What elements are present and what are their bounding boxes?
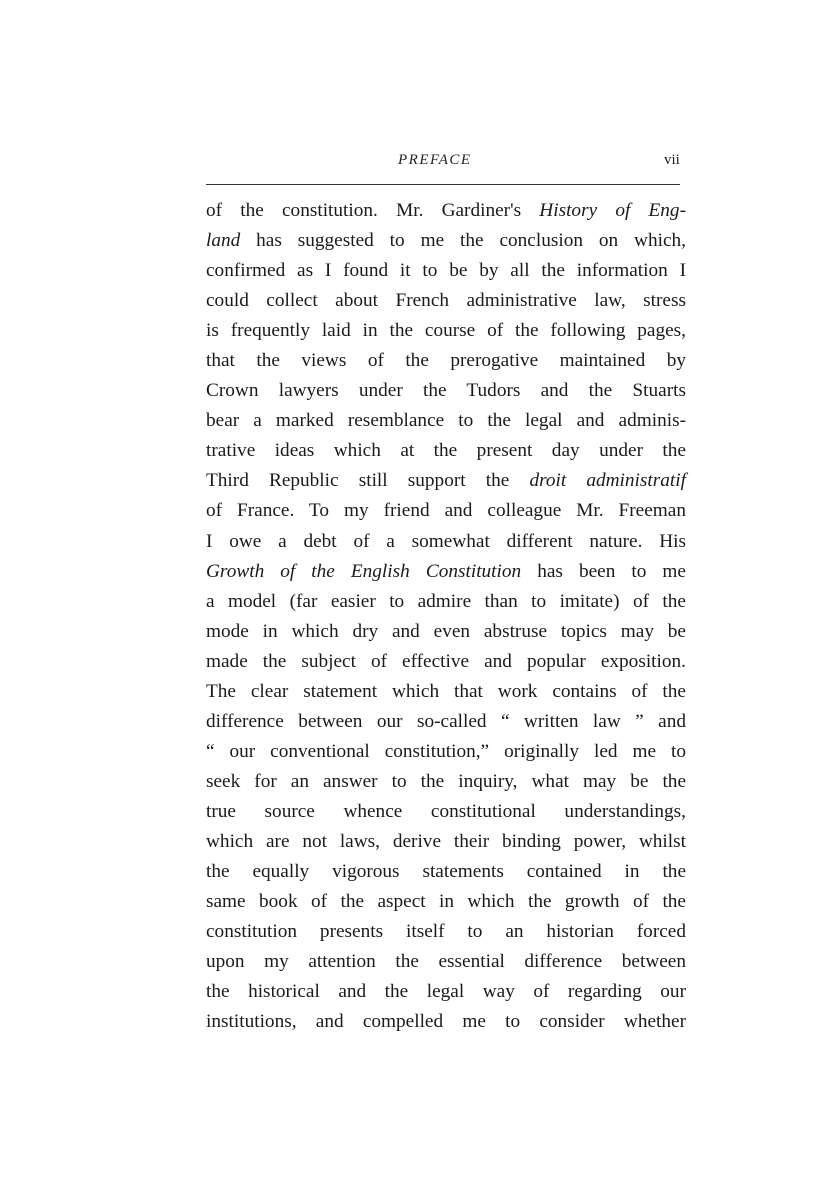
text-line [206, 977, 686, 1007]
text-line [206, 496, 686, 526]
text-segment: Crown lawyers under the Tudors and the Stuarts [206, 380, 686, 402]
text-line [206, 406, 686, 436]
text-line [206, 737, 686, 767]
text-line [206, 827, 686, 857]
text-line [206, 466, 686, 496]
text-line [206, 947, 686, 977]
text-segment: constitution presents itself to an historian forced [206, 921, 686, 943]
text-segment: has been to me [521, 560, 686, 582]
text-segment: the historical and the legal way of regarding our [206, 981, 686, 1003]
text-segment: could collect about French administrative law, stress [206, 290, 686, 312]
text-segment: of France. To my friend and colleague Mr. Freeman [206, 500, 686, 522]
text-line [206, 767, 686, 797]
text-line [206, 256, 686, 286]
running-head-title: PREFACE [398, 152, 472, 168]
text-line [206, 286, 686, 316]
text-line [206, 647, 686, 677]
italic-text: Growth of the English Constitution [206, 560, 522, 582]
text-segment: has suggested to me the conclusion on which, [240, 230, 686, 252]
text-segment: the equally vigorous statements contained in the [206, 861, 686, 883]
text-segment: bear a marked resemblance to the legal and adminis- [206, 410, 686, 432]
text-segment: difference between our so-called “ written law ” and [206, 710, 686, 732]
text-segment: upon my attention the essential difference between [206, 951, 686, 973]
text-line [206, 316, 686, 346]
text-line [206, 857, 686, 887]
text-segment: I owe a debt of a somewhat different nature. His [206, 530, 686, 552]
text-line [206, 1007, 686, 1037]
text-segment: that the views of the prerogative maintained by [206, 350, 686, 372]
page-number: vii [664, 152, 680, 168]
text-line [206, 557, 686, 587]
text-segment: “ our conventional constitution,” originally led me to [206, 740, 686, 762]
italic-text: land [206, 230, 241, 252]
italic-text: History of Eng- [539, 200, 686, 221]
text-line [206, 436, 686, 466]
text-line [206, 226, 686, 256]
text-line [206, 376, 686, 406]
text-segment: institutions, and compelled me to consider whether [206, 1011, 686, 1033]
text-line [206, 917, 686, 947]
text-segment: true source whence constitutional understandings, [206, 800, 686, 822]
text-line [206, 346, 686, 376]
text-segment: same book of the aspect in which the growth of the [206, 891, 686, 913]
header-rule [206, 184, 680, 185]
text-line [206, 677, 686, 707]
italic-text: droit administratif [529, 470, 686, 492]
text-line [206, 527, 686, 557]
text-segment: trative ideas which at the present day under the [206, 440, 686, 462]
body-text [206, 196, 686, 1037]
text-line [206, 617, 686, 647]
text-segment: confirmed as I found it to be by all the information I [206, 260, 686, 282]
text-segment: is frequently laid in the course of the following pages, [206, 320, 686, 342]
text-segment: a model (far easier to admire than to imitate) of the [206, 590, 686, 612]
text-line [206, 587, 686, 617]
text-segment: seek for an answer to the inquiry, what may be the [206, 770, 686, 792]
text-segment: Third Republic still support the [206, 470, 530, 492]
text-segment: mode in which dry and even abstruse topics may be [206, 620, 686, 642]
text-segment: of the constitution. Mr. Gardiner's [206, 200, 540, 221]
text-line [206, 707, 686, 737]
text-segment: The clear statement which that work contains of the [206, 680, 686, 702]
text-line [206, 797, 686, 827]
text-line [206, 196, 686, 226]
text-line [206, 887, 686, 917]
text-segment: which are not laws, derive their binding power, whilst [206, 830, 686, 852]
text-segment: made the subject of effective and popular exposition. [206, 650, 686, 672]
